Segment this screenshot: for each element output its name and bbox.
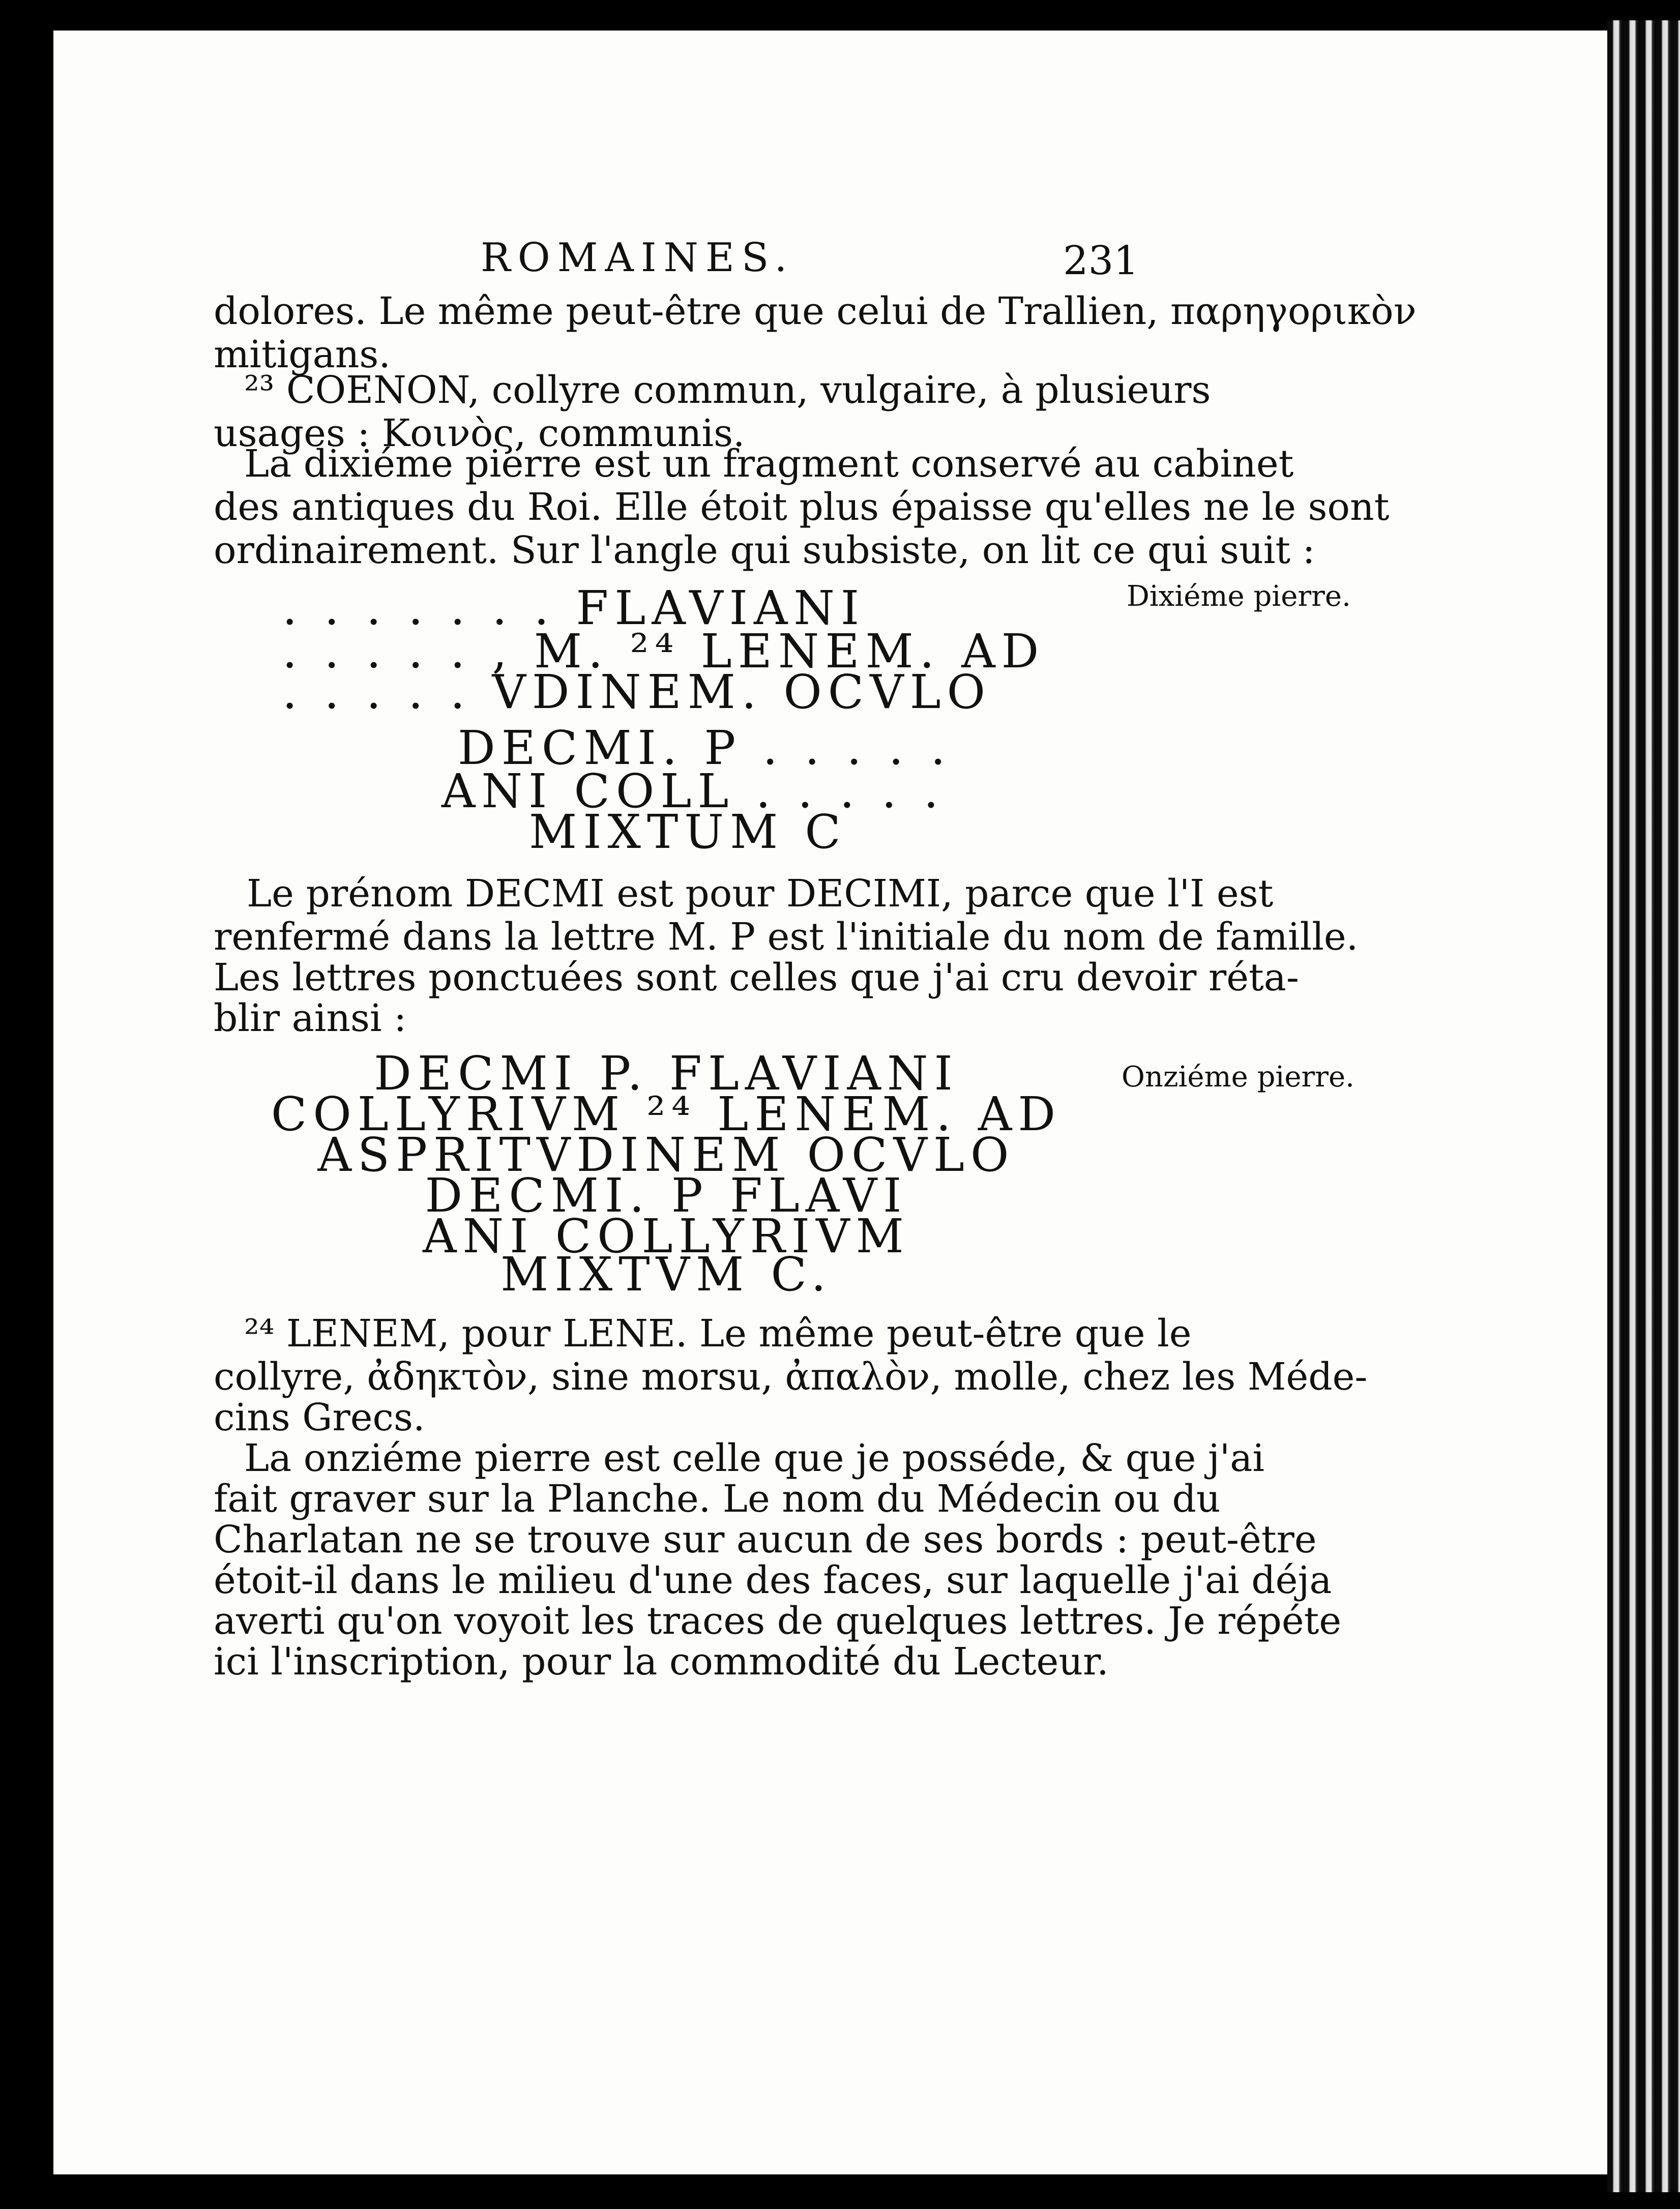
text-line: averti qu'on voyoit les traces de quelques lettres. Je répéte <box>214 1599 1342 1643</box>
text-line: La onziéme pierre est celle que je posséde, & que j'ai <box>244 1436 1265 1480</box>
inscription-line: ANI COLL . . . . . <box>441 764 945 818</box>
text-line: collyre, ἀδηκτὸν, sine morsu, ἀπαλὸν, molle, chez les Méde- <box>214 1355 1368 1399</box>
text-line: La dixiéme pierre est un fragment conservé au cabinet <box>244 442 1294 486</box>
inscription-line: . . . . . , M. ²⁴ LENEM. AD <box>282 624 1045 679</box>
text-line: fait graver sur la Planche. Le nom du Médecin ou du <box>214 1477 1221 1521</box>
page-number: 231 <box>1063 238 1139 284</box>
margin-note-dixieme: Dixiéme pierre. <box>1127 580 1351 613</box>
text-line: renfermé dans la lettre M. P est l'initiale du nom de famille. <box>214 915 1359 959</box>
inscription-line: MIXTVM C. <box>500 1247 832 1302</box>
page-edge <box>1607 20 1680 2192</box>
text-line: ici l'inscription, pour la commodité du Lecteur. <box>214 1640 1109 1684</box>
inscription-line: ASPRITVDINEM OCVLO <box>317 1128 1015 1182</box>
text-line: cins Grecs. <box>214 1396 425 1439</box>
text-line: Les lettres ponctuées sont celles que j'ai cru devoir réta- <box>214 956 1299 999</box>
running-head: ROMAINES. <box>481 235 794 281</box>
inscription-line: DECMI. P FLAVI <box>425 1168 908 1223</box>
text-line: Le prénom DECMI est pour DECIMI, parce que l'I est <box>247 872 1274 916</box>
text-line: mitigans. <box>214 333 391 376</box>
text-line: blir ainsi : <box>214 996 407 1040</box>
text-line: ²⁴ LENEM, pour LENE. Le même peut-être que le <box>244 1312 1192 1356</box>
text-line: usages : Κοινὸς, communis. <box>214 411 745 455</box>
text-line: étoit-il dans le milieu d'une des faces, sur laquelle j'ai déja <box>214 1558 1332 1602</box>
inscription-line: MIXTUM C <box>529 805 847 859</box>
text-line: des antiques du Roi. Elle étoit plus épaisse qu'elles ne le sont <box>214 485 1390 529</box>
text-line: dolores. Le même peut-être que celui de Trallien, παρηγορικὸν <box>214 289 1417 333</box>
margin-note-onzieme: Onziéme pierre. <box>1122 1061 1354 1094</box>
inscription-line: . . . . . . . FLAVIANI <box>282 581 866 635</box>
inscription-line: DECMI P. FLAVIANI <box>374 1046 959 1101</box>
text-line: Charlatan ne se trouve sur aucun de ses bords : peut-être <box>214 1518 1317 1562</box>
text-line: ordinairement. Sur l'angle qui subsiste, on lit ce qui suit : <box>214 528 1315 572</box>
inscription-line: DECMI. P . . . . . <box>458 721 952 775</box>
inscription-line: COLLYRIVM ²⁴ LENEM. AD <box>271 1087 1062 1141</box>
inscription-line: . . . . . VDINEM. OCVLO <box>282 665 992 719</box>
inscription-line: ANI COLLYRIVM <box>423 1209 910 1263</box>
text-line: ²³ COENON, collyre commun, vulgaire, à plusieurs <box>244 368 1211 412</box>
